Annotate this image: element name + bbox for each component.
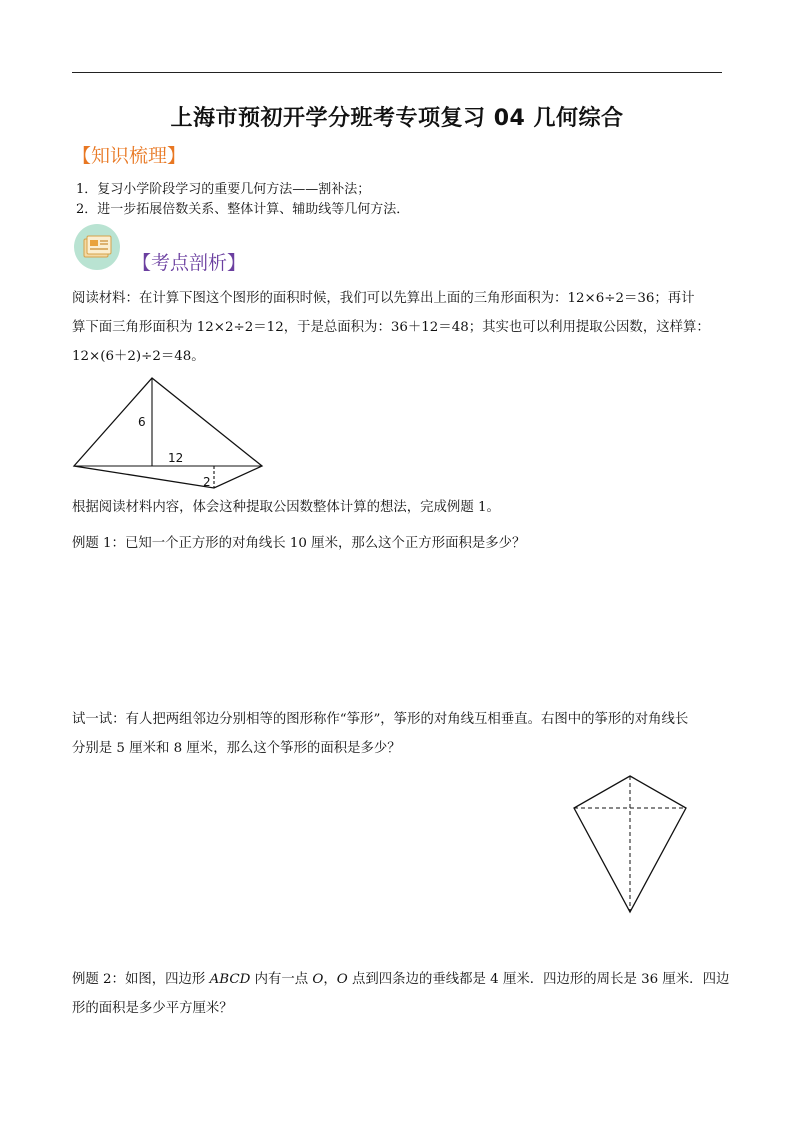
example-2-line: 形的面积是多少平方厘米？ (72, 1001, 233, 1016)
try-it-text (72, 705, 722, 763)
try-line: 分别是 5 厘米和 8 厘米，那么这个筝形的面积是多少？ (72, 741, 401, 756)
instruction-text: 根据阅读材料内容，体会这种提取公因数整体计算的想法，完成例题 1。 (72, 500, 500, 515)
quadrilateral-figure (66, 370, 276, 498)
var-o: O (336, 972, 348, 987)
label-height-top: 6 (138, 415, 146, 429)
example-2-line: 例题 2：如图，四边形 ABCD 内有一点 O，O 点到四条边的垂线都是 4 厘米．四边形的周长是 36 厘米．四边 (72, 972, 730, 987)
example-1: 例题 1：已知一个正方形的对角线长 10 厘米，那么这个正方形面积是多少？ (72, 536, 526, 551)
reading-line: 阅读材料：在计算下图这个图形的面积时候，我们可以先算出上面的三角形面积为：12×6÷2＝36；再计 (72, 291, 695, 306)
reading-material (72, 284, 722, 371)
try-line: 试一试：有人把两组邻边分别相等的图形称作“筝形”，筝形的对角线互相垂直。右图中的筝形的对角线长 (72, 712, 689, 727)
page-title: 上海市预初开学分班考专项复习 04 几何综合 (170, 106, 624, 131)
section-heading-analysis: 【考点剖析】 (132, 252, 247, 274)
list-item: 1．复习小学阶段学习的重要几何方法——割补法； (76, 182, 371, 197)
label-base: 12 (168, 451, 184, 465)
label-height-bottom: 2 (203, 475, 211, 489)
var-abcd: ABCD (209, 972, 251, 987)
var-o: O (312, 972, 324, 987)
example-2 (72, 965, 730, 1023)
header-rule (72, 72, 722, 73)
list-item: 2．进一步拓展倍数关系、整体计算、辅助线等几何方法． (76, 202, 410, 217)
knowledge-list (76, 180, 409, 220)
notebook-icon (73, 223, 121, 275)
reading-line: 12×(6＋2)÷2＝48。 (72, 349, 205, 364)
reading-line: 算下面三角形面积为 12×2÷2＝12，于是总面积为：36＋12＝48；其实也可以利用提取公因数，这样算： (72, 320, 710, 335)
quadrilateral-outline (74, 378, 262, 488)
section-heading-knowledge: 【知识梳理】 (72, 145, 187, 167)
kite-figure (566, 770, 696, 920)
